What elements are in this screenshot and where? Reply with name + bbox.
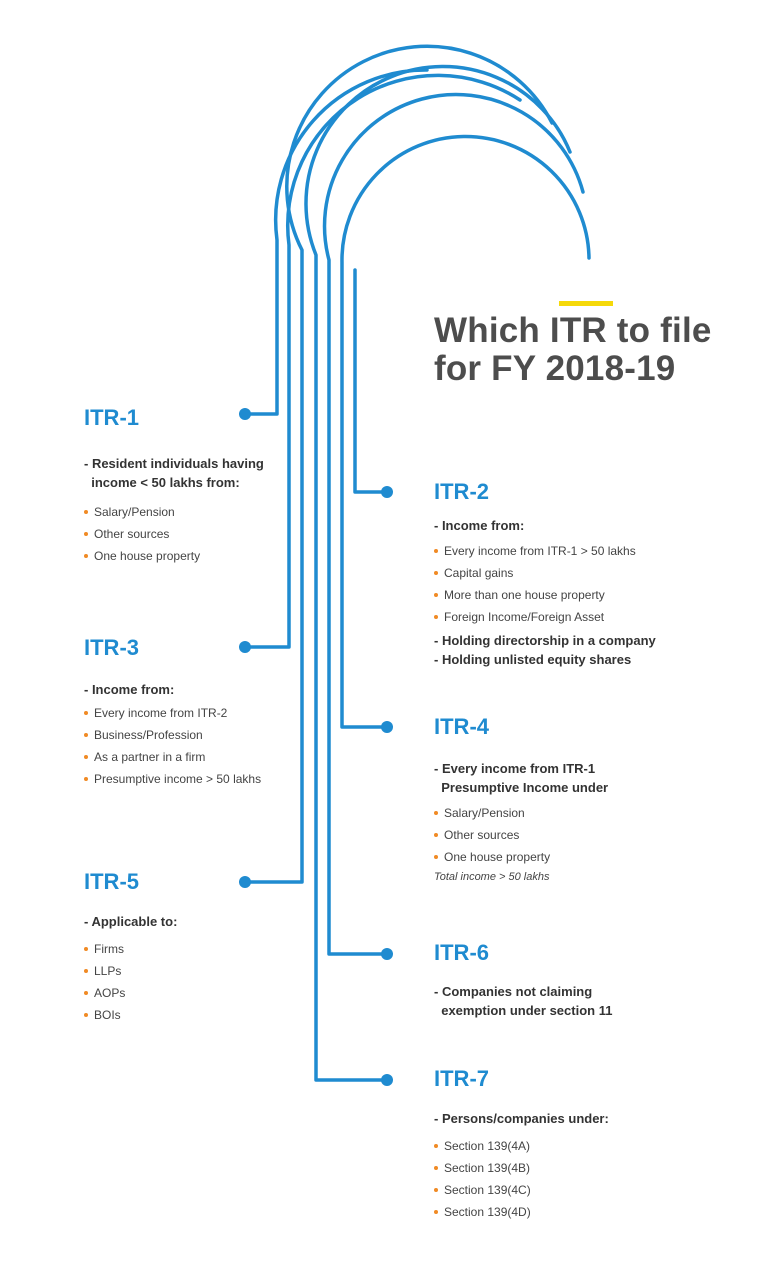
- section-itr5: [84, 870, 177, 1029]
- itr1-list: [84, 504, 264, 564]
- itr5-desc: - Applicable to:: [84, 914, 178, 929]
- list-item: Section 139(4B): [434, 1160, 609, 1176]
- title-line-2: for FY 2018-19: [434, 349, 676, 388]
- itr1-title: ITR-1: [84, 405, 139, 430]
- itr2-desc: - Income from:: [434, 518, 525, 533]
- dot-itr5: [239, 876, 251, 888]
- itr6-title: ITR-6: [434, 940, 489, 965]
- list-item: Business/Profession: [84, 727, 261, 743]
- section-itr2: [434, 480, 656, 669]
- connector-itr2: [355, 270, 387, 492]
- list-item: Every income from ITR-2: [84, 705, 261, 721]
- itr4-desc: - Every income from ITR-1 Presumptive Income under: [434, 761, 609, 795]
- section-itr3: [84, 636, 261, 793]
- itr7-list: [434, 1138, 609, 1220]
- itr4-title: ITR-4: [434, 714, 489, 739]
- list-item: Presumptive income > 50 lakhs: [84, 771, 261, 787]
- list-item: Firms: [84, 941, 177, 957]
- itr3-title: ITR-3: [84, 635, 139, 660]
- dot-itr6: [381, 948, 393, 960]
- list-item: Salary/Pension: [84, 504, 264, 520]
- dot-itr4: [381, 721, 393, 733]
- list-item: AOPs: [84, 985, 177, 1001]
- list-item: As a partner in a firm: [84, 749, 261, 765]
- list-item: More than one house property: [434, 587, 656, 603]
- itr5-list: [84, 941, 177, 1023]
- itr1-desc: - Resident individuals having income < 50 lakhs from:: [84, 456, 264, 490]
- dot-itr2: [381, 486, 393, 498]
- list-item: Every income from ITR-1 > 50 lakhs: [434, 543, 656, 559]
- list-item: Salary/Pension: [434, 805, 608, 821]
- list-item: BOIs: [84, 1007, 177, 1023]
- itr5-title: ITR-5: [84, 869, 139, 894]
- section-itr4: [434, 715, 608, 883]
- title-line-1: Which ITR to file: [434, 311, 712, 350]
- list-item: One house property: [84, 548, 264, 564]
- itr7-title: ITR-7: [434, 1066, 489, 1091]
- section-itr6: [434, 941, 612, 1020]
- itr2-extra-2: - Holding unlisted equity shares: [434, 652, 632, 667]
- itr6-desc: - Companies not claiming exemption under section 11: [434, 984, 613, 1018]
- dot-itr7: [381, 1074, 393, 1086]
- title-accent-bar: [559, 301, 613, 306]
- itr4-note: Total income > 50 lakhs: [434, 871, 550, 883]
- page-title: [434, 312, 712, 388]
- itr3-desc: - Income from:: [84, 682, 175, 697]
- list-item: Section 139(4C): [434, 1182, 609, 1198]
- itr2-title: ITR-2: [434, 479, 489, 504]
- list-item: Foreign Income/Foreign Asset: [434, 609, 656, 625]
- list-item: Section 139(4A): [434, 1138, 609, 1154]
- itr4-list: [434, 805, 608, 865]
- itr7-desc: - Persons/companies under:: [434, 1111, 609, 1126]
- list-item: Other sources: [434, 827, 608, 843]
- section-itr7: [434, 1067, 609, 1226]
- itr2-list: [434, 543, 656, 625]
- list-item: Other sources: [84, 526, 264, 542]
- itr2-extra-1: - Holding directorship in a company: [434, 633, 656, 648]
- itr3-list: [84, 705, 261, 787]
- list-item: LLPs: [84, 963, 177, 979]
- connector-itr1: [245, 70, 427, 414]
- list-item: One house property: [434, 849, 608, 865]
- list-item: Capital gains: [434, 565, 656, 581]
- list-item: Section 139(4D): [434, 1204, 609, 1220]
- section-itr1: [84, 406, 264, 570]
